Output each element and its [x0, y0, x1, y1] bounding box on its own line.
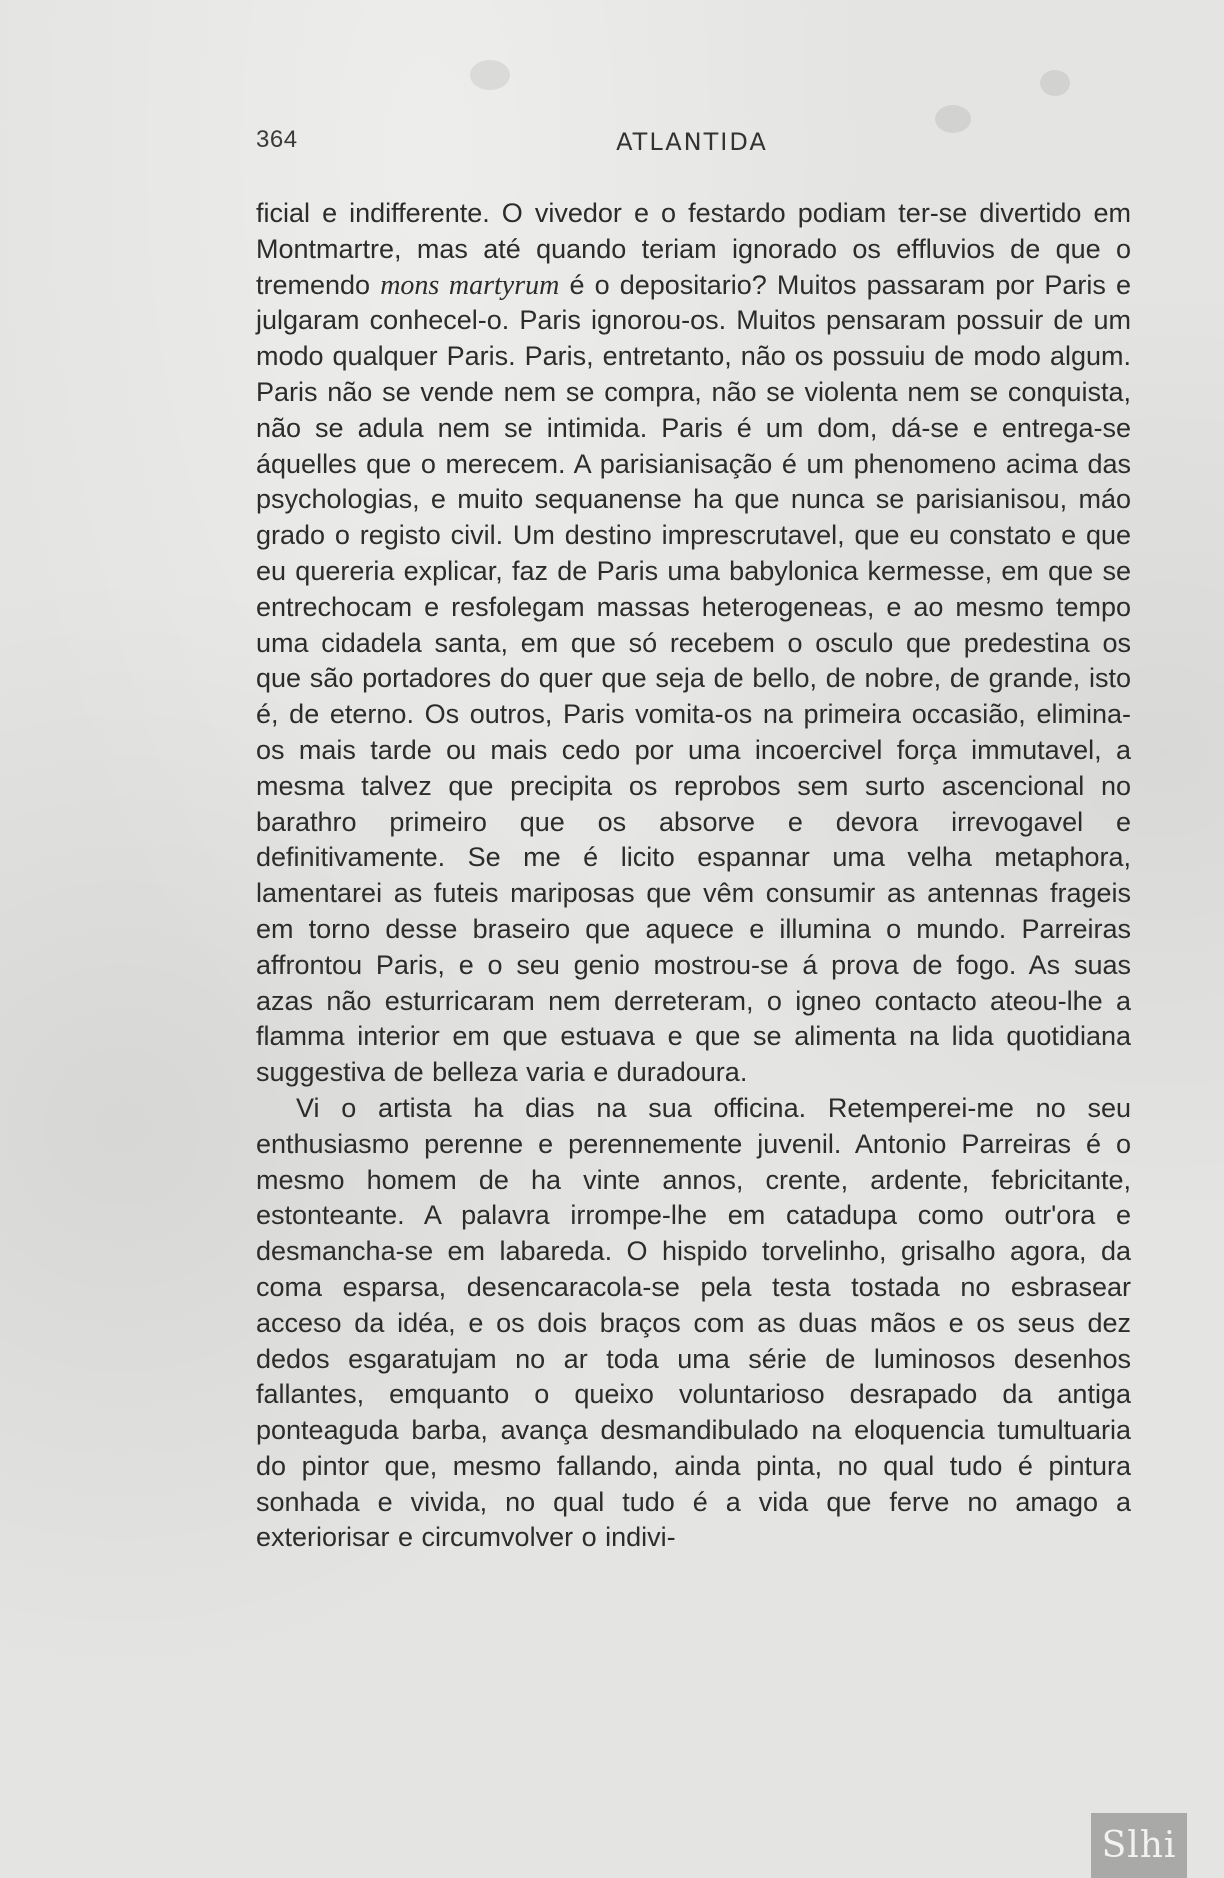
running-head — [256, 126, 1128, 166]
paragraph-text: é o depositario? Muitos passaram por Paris e julgaram conhecel-o. Paris ignorou-os. Muitos pensaram possuir de um modo qualquer Paris. Paris, entretanto, não os possuiu de modo algum. Paris não se vende nem se compra, não se violenta nem se conquista, não se adula nem se intimida. Paris é um dom, dá-se e entrega-se áquelles que o merecem. A parisianisação é um phenomeno acima das psychologias, e muito sequanense ha que nunca se parisianisou, máo grado o registo civil. Um destino imprescrutavel, que eu constato e que eu quereria explicar, faz de Paris uma babylonica kermesse, em que se entrechocam e resfolegam massas heterogeneas, e ao mesmo tempo uma cidadela santa, em que só recebem o osculo que predestina os que são portadores do quer que seja de bello, de nobre, de grande, isto é, de eterno. Os outros, Paris vomita-os na primeira occasião, elimina-os mais tarde ou mais cedo por uma incoercivel força immutavel, a mesma talvez que precipita os reprobos sem surto ascencional no barathro primeiro que os absorve e devora irrevogavel e definitivamente. Se me é licito espannar uma velha metaphora, lamentarei as futeis mariposas que vêm consumir as antennas frageis em torno desse braseiro que aquece e illumina o mundo. Parreiras affrontou Paris, e o seu genio mostrou-se á prova de fogo. As suas azas não esturricaram nem derreteram, o igneo contacto ateou-lhe a flamma interior em que estuava e que se alimenta na lida quotidiana suggestiva de belleza varia e duradoura. — [256, 269, 1131, 1088]
library-watermark-logo — [1091, 1813, 1187, 1878]
paragraph-text: ficial e indifferente. O vivedor e o festardo podiam ter-se divertido em Montmartre, mas até quando teriam ignorado os effluvios de que o tremendo — [256, 198, 1131, 300]
body-text — [256, 196, 1131, 1556]
page-number: 364 — [256, 126, 298, 153]
running-title: ATLANTIDA — [616, 128, 768, 156]
ink-smudge — [470, 60, 510, 90]
watermark-text: Slhi — [1101, 1825, 1177, 1866]
ink-smudge — [1040, 70, 1070, 96]
italic-phrase: mons martyrum — [380, 269, 560, 301]
paragraph: Vi o artista ha dias na sua officina. Retemperei-me no seu enthusiasmo perenne e perennemente juvenil. Antonio Parreiras é o mesmo homem de ha vinte annos, crente, ardente, febricitante, estonteante. A palavra irrompe-lhe em catadupa como outr'ora e desmancha-se em labareda. O hispido torvelinho, grisalho agora, da coma esparsa, desencaracola-se pela testa tostada no esbrasear acceso da idéa, e os dois braços com as duas mãos e os seus dez dedos esgaratujam no ar toda uma série de luminosos desenhos fallantes, emquanto o queixo voluntarioso desrapado da antiga ponteaguda barba, avança desmandibulado na eloquencia tumultuaria do pintor que, mesmo fallando, ainda pinta, no qual tudo é pintura sonhada e vivida, no qual tudo é a vida que ferve no amago a exteriorisar e circumvolver o indivi- — [256, 1092, 1131, 1553]
paragraph-continued — [256, 196, 1131, 1091]
